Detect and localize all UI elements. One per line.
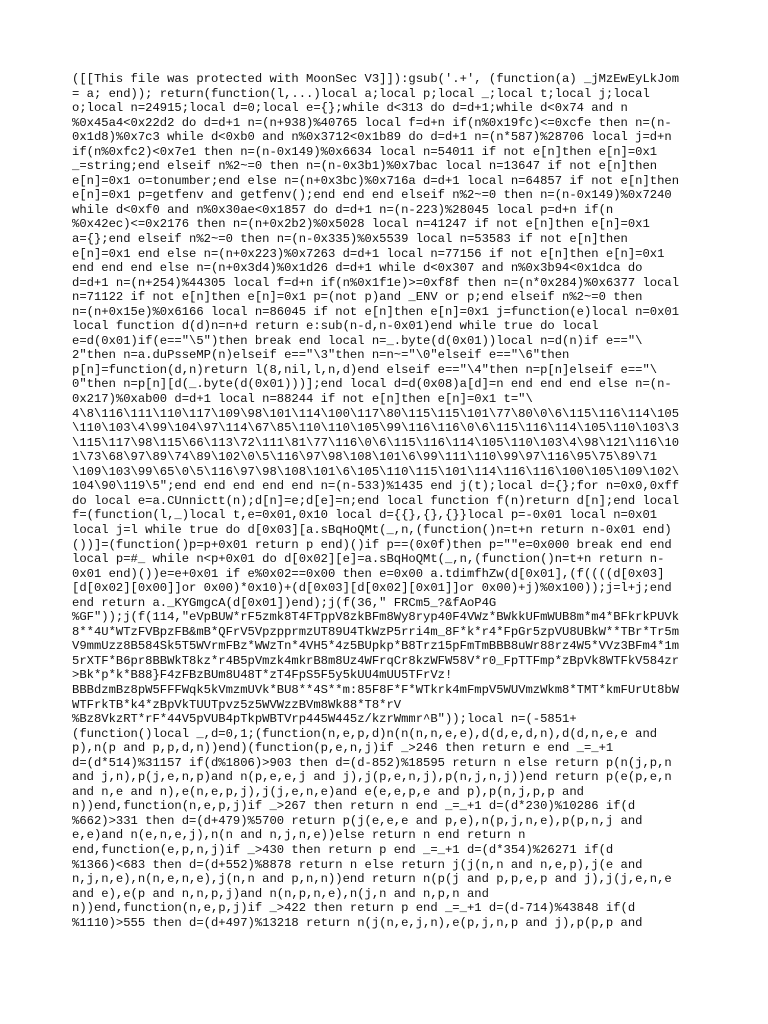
code-line: n=71122 if not e[n]then e[n]=0x1 p=(not p)and _ENV or p;end elseif n%2~=0 then xyxy=(72,290,643,305)
code-line: end end end else n=(n+0x3d4)%0x1d26 d=d+1 while d<0x307 and n%0x3b94<0x1dca do xyxy=(72,261,643,276)
code-line: end,function(e,p,n,j)if _>430 then return p end _=_+1 d=(d*354)%26271 if(d xyxy=(72,842,614,857)
code-line: 8**4U*WTzFVBpzFB&mB*QFrV5VpzpprmzUT89U4TkWzP5rri4m_8F*k*r4*FpGr5zpVU8UBkW**TBr*Tr5m xyxy=(72,624,680,639)
code-line: 1\73\68\97\89\74\89\102\0\5\116\97\98\108\101\6\99\111\110\99\97\116\95\75\89\71 xyxy=(72,450,658,465)
code-line: BBBdzmBz8pW5FFFWqk5kVmzmUVk*BU8**4S**m:85F8F*F*WTkrk4mFmpV5WUVmzWkm8*TMT*kmFUrUt8bW xyxy=(72,682,680,697)
code-line: e=d(0x01)if(e=="\5")then break end local n=_.byte(d(0x01))local n=d(n)if e=="\ xyxy=(72,333,643,348)
code-line: \109\103\99\65\0\5\116\97\98\108\101\6\105\110\115\101\114\116\116\100\105\109\102\ xyxy=(72,464,680,479)
code-line: if(n%0xfc2)<0x7e1 then n=(n-0x149)%0x6634 local n=54011 if not e[n]then e[n]=0x1 xyxy=(72,144,658,159)
code-line: (function()local _,d=0,1;(function(n,e,p,d)n(n(n,n,e,e),d(d,e,d,n),d(d,n,e,e and xyxy=(72,726,658,741)
code-line: 0"then n=p[n][d(_.byte(d(0x01)))];end local d=d(0x08)a[d]=n end end end else n=(n- xyxy=(72,377,672,392)
code-line: and j,n),p(j,e,n,p)and n(p,e,e,j and j),j(p,e,n,j),p(n,j,n,j))end return p(e(p,e,n xyxy=(72,770,672,785)
code-line: %1366)<683 then d=(d+552)%8878 return n else return j(j(n,n and n,e,p),j(e and xyxy=(72,857,643,872)
code-line: %Bz8VkzRT*rF*44V5pVUB4pTkpWBTVrp445W445z/kzrWmmr^B"));local n=(-5851+ xyxy=(72,712,577,727)
code-line: local function d(d)n=n+d return e:sub(n-d,n-0x01)end while true do local xyxy=(72,319,599,334)
code-line: p[n]=function(d,n)return l(8,nil,l,n,d)end elseif e=="\4"then n=p[n]elseif e=="\ xyxy=(72,362,658,377)
code-line: e[n]=0x1 p=getfenv and getfenv();end end end elseif n%2~=0 then n=(n-0x149)%0x7240 xyxy=(72,188,672,203)
code-line: 4\8\116\111\110\117\109\98\101\114\100\117\80\115\115\101\77\80\0\6\115\116\114\105 xyxy=(72,406,680,421)
code-line: a={};end elseif n%2~=0 then n=(n-0x335)%0x5539 local n=53583 if not e[n]then xyxy=(72,232,628,247)
code-line: e[n]=0x1 o=tonumber;end else n=(n+0x3bc)%0x716a d=d+1 local n=64857 if not e[n]then xyxy=(72,173,680,188)
code-line: \115\117\98\115\66\113\72\111\81\77\116\0\6\115\116\114\105\110\103\4\98\121\116\10 xyxy=(72,435,680,450)
code-line: end return a._KYGmgcA(d[0x01])end);j(f(36," FRCm5_?&fAoP4G xyxy=(72,595,497,610)
code-line: %662)>331 then d=(d+479)%5700 return p(j(e,e,e and p,e),n(p,j,n,e),p(p,n,j and xyxy=(72,813,643,828)
code-line: and n,e and n),e(n,e,p,j),j(j,e,n,e)and e(e,e,p,e and p),p(n,j,p,p and xyxy=(72,784,584,799)
code-line: 0x217)%0xab00 d=d+1 local n=88244 if not e[n]then e[n]=0x1 t="\ xyxy=(72,392,533,407)
code-line: n=(n+0x15e)%0x6166 local n=86045 if not e[n]then e[n]=0x1 j=function(e)local n=0x01 xyxy=(72,304,680,319)
code-line: n))end,function(n,e,p,j)if _>267 then return n end _=_+1 d=(d*230)%10286 if(d xyxy=(72,799,636,814)
code-line: WTFrkTB*k4*zBpVkTUUTpvz5z5WVWzzBVm8Wk88*T8*rV xyxy=(72,697,402,712)
code-line: V9mmUzz8B584Sk5T5WVrmFBz*WWzTn*4VH5*4z5BUpkp*B8Trz15pFmTmBBB8uWr88rz4W5*VVz3BFm4*1m xyxy=(72,639,680,654)
code-line: 0x1d8)%0x7c3 while d<0xb0 and n%0x3712<0x1b89 do d=d+1 n=(n*587)%28706 local j=d+n xyxy=(72,130,672,145)
code-line: [d[0x02][0x00]]or 0x00)*0x10)+(d[0x03][d[0x02][0x01]]or 0x00)+j)%0x100));j=l+j;end xyxy=(72,581,672,596)
code-line: o;local n=24915;local d=0;local e={};while d<313 do d=d+1;while d<0x74 and n xyxy=(72,101,628,116)
document-page xyxy=(72,72,700,930)
code-line: p),n(p and p,p,d,n))end)(function(p,e,n,j)if _>246 then return e end _=_+1 xyxy=(72,741,614,756)
code-line: local j=l while true do d[0x03][a.sBqHoQMt(_,n,(function()n=t+n return n-0x01 end) xyxy=(72,522,672,537)
code-line: local p=#_ while n<p+0x01 do d[0x02][e]=a.sBqHoQMt(_,n,(function()n=t+n return n- xyxy=(72,552,665,567)
code-line: ([[This file was protected with MoonSec V3]]):gsub('.+', (function(a) _jMzEwEyLkJom xyxy=(72,72,680,86)
code-line: >Bk*p*k*B88}F4zFBzBUm8U48T*zT4FpS5F5y5kUU4mUU5TFrVz! xyxy=(72,668,453,683)
code-line: and e),e(p and n,n,p,j)and n(n,p,n,e),n(j,n and n,p,n and xyxy=(72,886,489,901)
code-line: f=(function(l,_)local t,e=0x01,0x10 local d={{},{},{}}local p=-0x01 local n=0x01 xyxy=(72,508,658,523)
code-line: 0x01 end)())e=e+0x01 if e%0x02==0x00 then e=0x00 a.tdimfhZw(d[0x01],(f((((d[0x03] xyxy=(72,566,665,581)
code-line: \110\103\4\99\104\97\114\67\85\110\110\105\99\116\116\0\6\115\116\114\105\110\103\3 xyxy=(72,421,680,436)
code-line: %GF"));j(f(114,"eVpBUW*rF5zmk8T4FTppV8zkBFm8Wy8ryp40F4VWz*BWkkUFmWUB8m*m4*BFkrkPUVk xyxy=(72,610,680,625)
code-line: _=string;end elseif n%2~=0 then n=(n-0x3b1)%0x7bac local n=13647 if not e[n]then xyxy=(72,159,658,174)
code-line: %0x42ec)<=0x2176 then n=(n+0x2b2)%0x5028 local n=41247 if not e[n]then e[n]=0x1 xyxy=(72,217,650,232)
code-line: = a; end)); return(function(l,...)local a;local p;local _;local t;local j;local xyxy=(72,86,650,101)
code-line: e[n]=0x1 end else n=(n+0x223)%0x7263 d=d+1 local n=77156 if not e[n]then e[n]=0x1 xyxy=(72,246,665,261)
code-line: d=d+1 n=(n+254)%44305 local f=d+n if(n%0x1f1e)>=0xf8f then n=(n*0x284)%0x6377 local xyxy=(72,275,680,290)
code-line: 2"then n=a.duPsseMP(n)elseif e=="\3"then n=n~="\0"elseif e=="\6"then xyxy=(72,348,570,363)
code-line: while d<0xf0 and n%0x30ae<0x1857 do d=d+1 n=(n-223)%28045 local p=d+n if(n xyxy=(72,202,614,217)
code-line: d=(d*514)%31157 if(d%1806)>903 then d=(d-852)%18595 return n else return p(n(j,p,n xyxy=(72,755,672,770)
code-line: %0x45a4<0x22d2 do d=d+1 n=(n+938)%40765 local f=d+n if(n%0x19fc)<=0xcfe then n=(n- xyxy=(72,115,672,130)
code-line: 104\90\119\5";end end end end end n=(n-533)%1435 end j(t);local d={};for n=0x0,0xff xyxy=(72,479,680,494)
code-line: e,e)and n(e,n,e,j),n(n and n,j,n,e))else return n end return n xyxy=(72,828,526,843)
code-line: %1110)>555 then d=(d+497)%13218 return n(j(n,e,j,n),e(p,j,n,p and j),p(p,p and xyxy=(72,915,643,930)
code-line: 5rXTF*B6pr8BBWkT8kz*r4B5pVmzk4mkrB8m8Uz4WFrqCr8kzWFW58V*r0_FpTTFmp*zBpVk8WTFkV584zr xyxy=(72,653,680,668)
code-line: n,j,n,e),n(n,e,n,e),j(n,n and p,n,n))end return n(p(j and p,p,e,p and j),j(j,e,n,e xyxy=(72,872,672,887)
code-line: ())]=(function()p=p+0x01 return p end)()if p==(0x0f)then p=""e=0x000 break end end xyxy=(72,537,672,552)
code-line: do local e=a.CUnnictt(n);d[n]=e;d[e]=n;end local function f(n)return d[n];end local xyxy=(72,493,680,508)
code-line: n))end,function(n,e,p,j)if _>422 then return p end _=_+1 d=(d-714)%43848 if(d xyxy=(72,901,636,916)
